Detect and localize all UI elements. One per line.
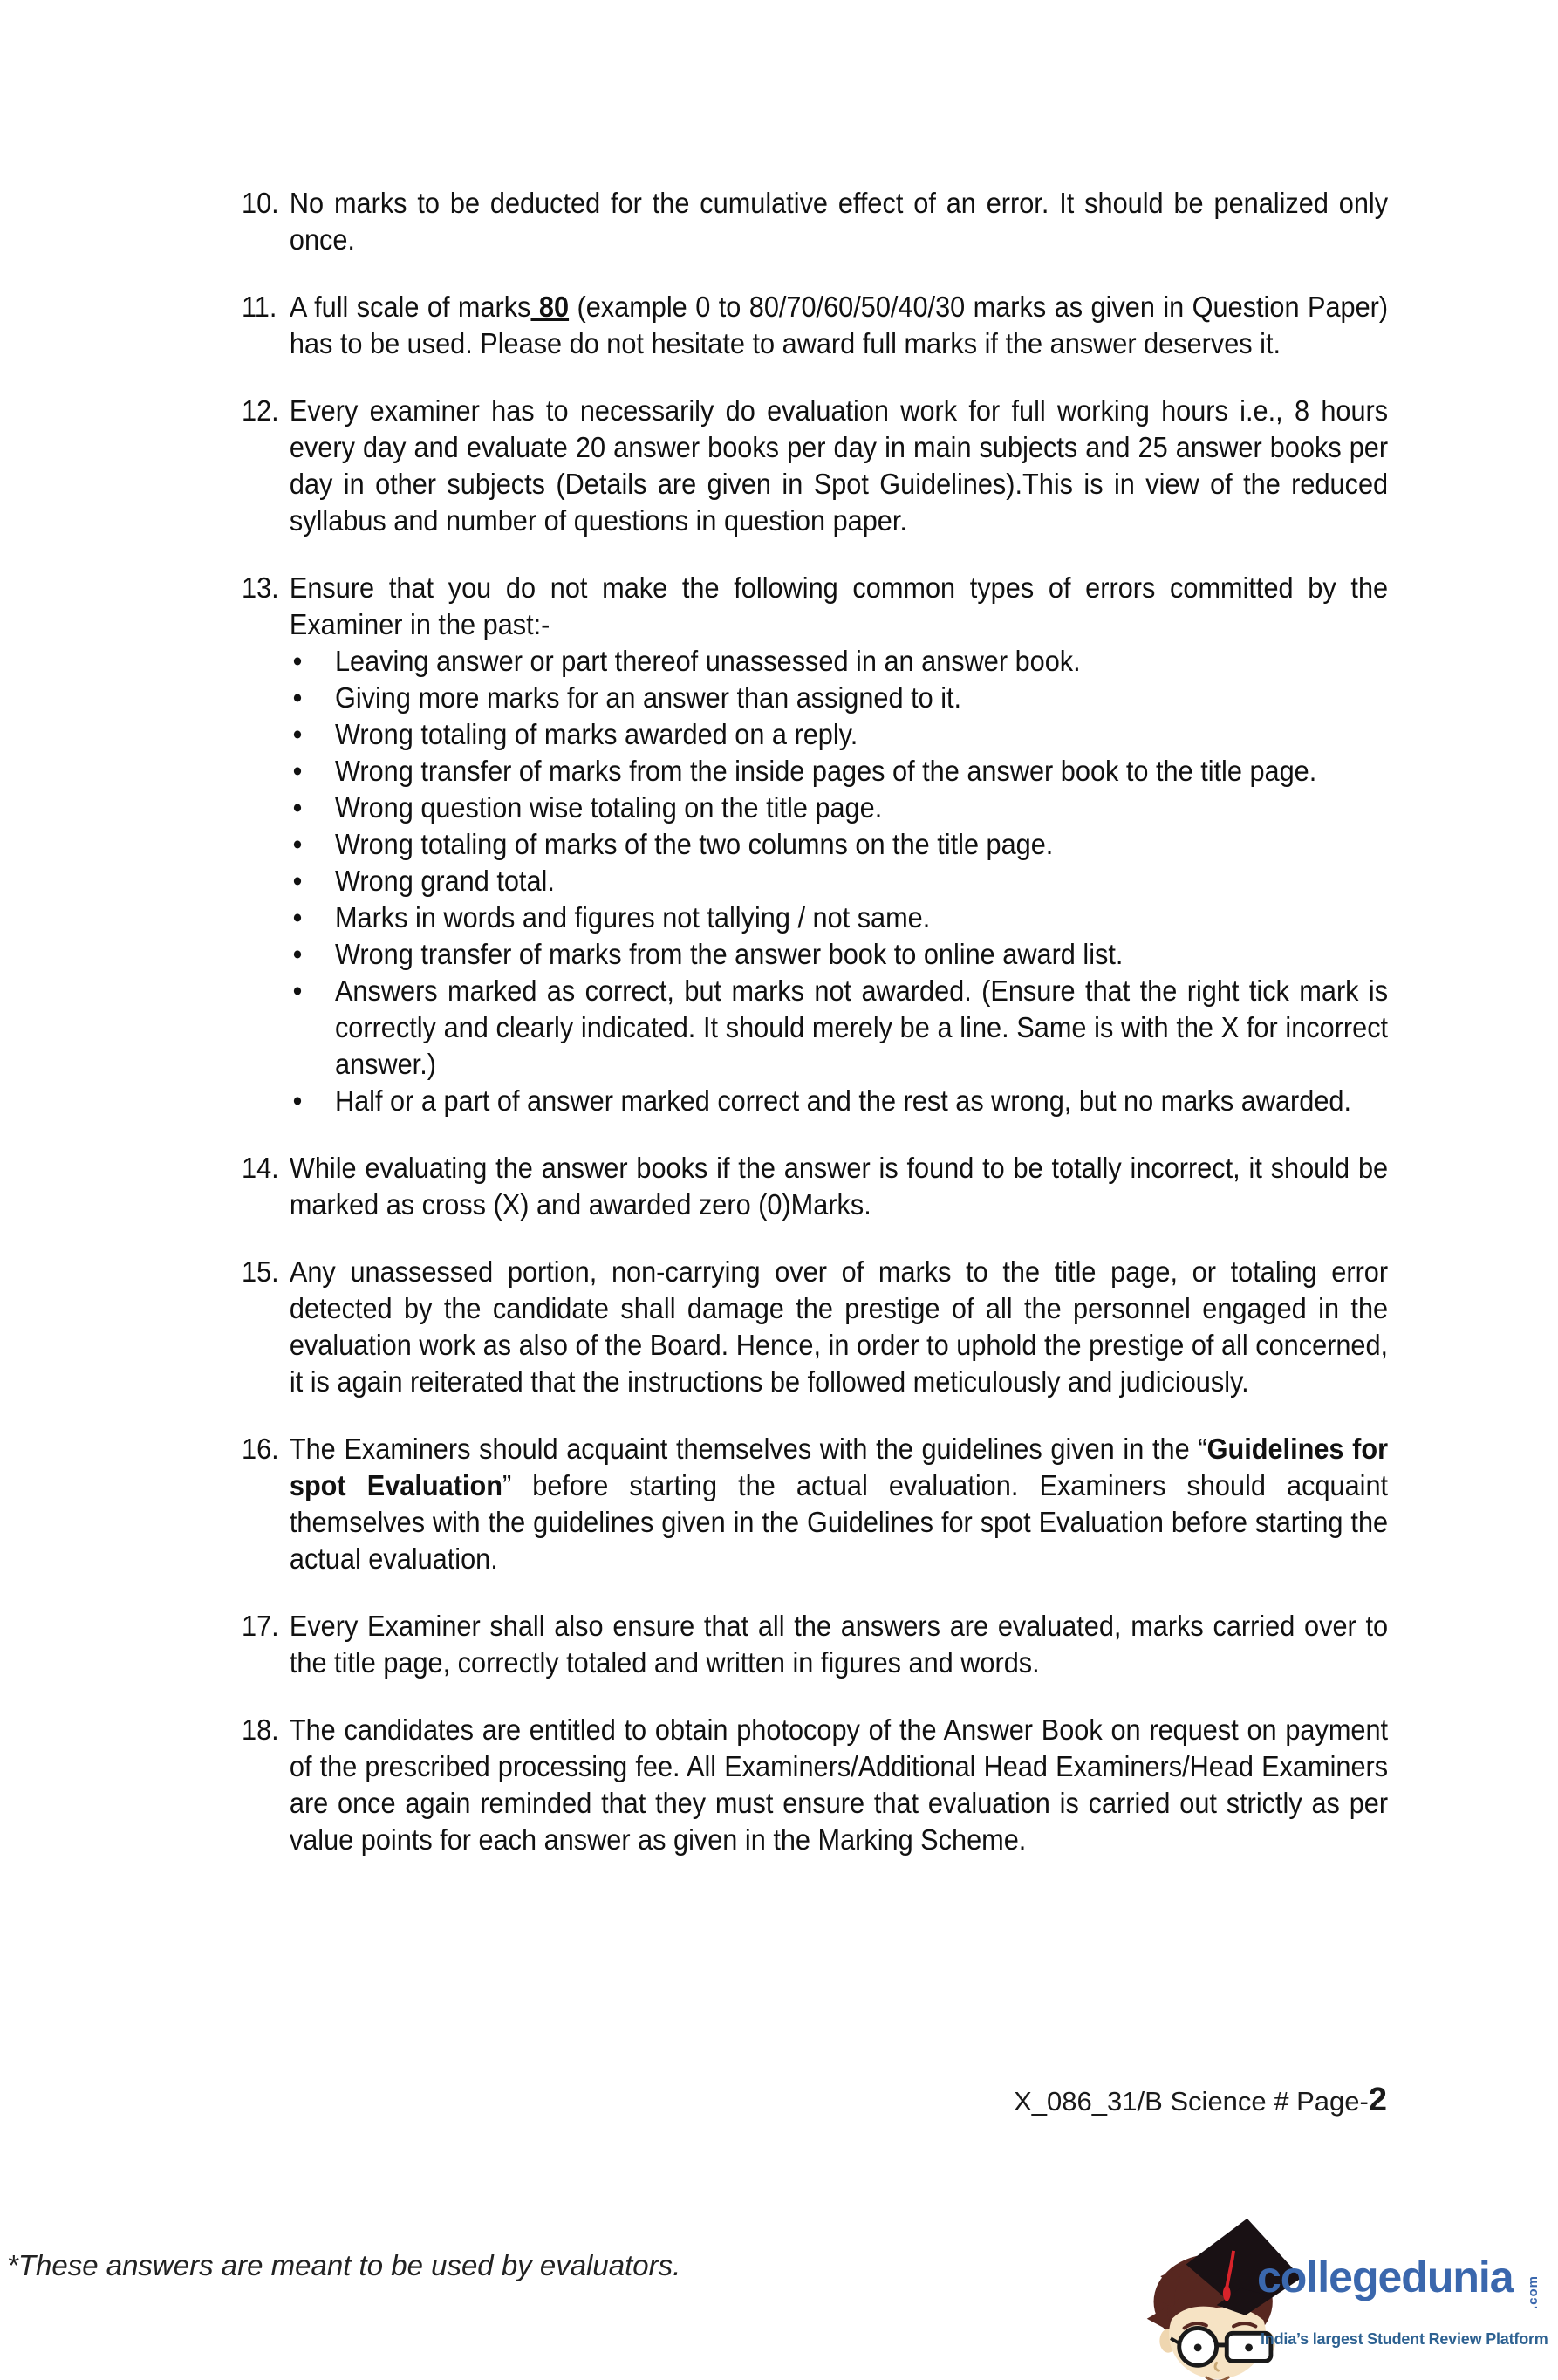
bullet-text: Half or a part of answer marked correct and the rest as wrong, but no marks awarded.	[334, 1084, 1352, 1117]
bullet-marker: •	[292, 975, 303, 1007]
bullet-text: Wrong grand total.	[334, 865, 555, 897]
item-text	[290, 1431, 1388, 1577]
bullet-text: Answers marked as correct, but marks not awarded. (Ensure that the right tick mark is correctly and clearly indicated. It should merely be a line. Same is with the X for incorrect answer.)	[334, 975, 1389, 1080]
paper-code: X_086_31/B Science # Page-	[1014, 2086, 1369, 2117]
item-text	[290, 1254, 1388, 1400]
bullet-item	[290, 936, 1388, 973]
item-text	[290, 1150, 1388, 1223]
item-text	[290, 393, 1388, 539]
item-number: 13.	[242, 571, 279, 604]
item-text-segment: The candidates are entitled to obtain photocopy of the Answer Book on request on payment of the prescribed processing fee. All Examiners/Additional Head Examiners/Head Examiners are once again reminded that they must ensure that evaluation is carried out strictly as per value points for each answer as given in the Marking Scheme.	[289, 1713, 1389, 1856]
bullet-item	[290, 643, 1388, 680]
bullet-item	[290, 753, 1388, 790]
list-item-14	[242, 1150, 1388, 1223]
collegedunia-logo	[1138, 2203, 1558, 2378]
bullet-marker: •	[292, 755, 303, 787]
bullet-marker: •	[292, 1084, 303, 1117]
error-bullet-list	[290, 643, 1388, 1119]
item-text-segment: The Examiners should acquaint themselves with the guidelines given in the “	[289, 1433, 1207, 1465]
list-item-11	[242, 289, 1388, 362]
item-number: 14.	[242, 1152, 279, 1184]
item-text	[290, 1608, 1388, 1681]
evaluator-footnote: *These answers are meant to be used by evaluators.	[7, 2249, 681, 2281]
item-number: 15.	[242, 1255, 279, 1288]
page-footer-reference	[1014, 2083, 1387, 2118]
bullet-marker: •	[292, 938, 303, 970]
list-item-15	[242, 1254, 1388, 1400]
item-text	[290, 570, 1388, 1119]
logo-wordmark: collegedunia	[1257, 2253, 1514, 2301]
item-text-segment: A full scale of marks	[289, 291, 531, 323]
item-number: 16.	[242, 1433, 279, 1465]
guidelines-bold-text: Guidelines for spot Evaluation	[289, 1433, 1389, 1501]
list-item-10	[242, 185, 1388, 258]
bullet-marker: •	[292, 865, 303, 897]
bullet-text: Giving more marks for an answer than assigned to it.	[334, 681, 962, 714]
bullet-marker: •	[292, 791, 303, 824]
item-number: 17.	[242, 1610, 279, 1642]
list-item-18	[242, 1712, 1388, 1858]
item-text-segment: Every Examiner shall also ensure that all the answers are evaluated, marks carried over to the title page, correctly totaled and written in figures and words.	[289, 1610, 1389, 1679]
bullet-marker: •	[292, 645, 303, 677]
list-item-17	[242, 1608, 1388, 1681]
list-item-12	[242, 393, 1388, 539]
bullet-item	[290, 826, 1388, 863]
item-text-segment: (example 0 to 80/70/60/50/40/30 marks as given in Question Paper) has to be used. Please do not hesitate to award full marks if the answer deserves it.	[289, 291, 1389, 359]
bullet-text: Wrong totaling of marks of the two columns on the title page.	[334, 828, 1054, 860]
item-number: 18.	[242, 1713, 279, 1746]
item-text-segment: While evaluating the answer books if the answer is found to be totally incorrect, it should be marked as cross (X) and awarded zero (0)Marks.	[289, 1152, 1389, 1221]
list-item-13	[242, 570, 1388, 1119]
bullet-marker: •	[292, 828, 303, 860]
bullet-text: Wrong transfer of marks from the answer book to online award list.	[334, 938, 1124, 970]
bullet-item	[290, 680, 1388, 716]
item-text-segment: Any unassessed portion, non-carrying over of marks to the title page, or totaling error detected by the candidate shall damage the prestige of all the personnel engaged in the evaluation work as also of the Board. Hence, in order to uphold the prestige of all concerned, it is again reiterated that the instructions be followed meticulously and judiciously.	[289, 1255, 1389, 1398]
bullet-item	[290, 716, 1388, 753]
bullet-marker: •	[292, 718, 303, 750]
item-text-segment: Ensure that you do not make the following common types of errors committed by the Examiner in the past:-	[289, 571, 1389, 640]
item-number: 12.	[242, 394, 279, 427]
bullet-text: Marks in words and figures not tallying / not same.	[334, 901, 931, 934]
item-text-segment: ” before starting the actual evaluation. Examiners should acquaint themselves with the guidelines given in the Guidelines for spot Evaluation before starting the actual evaluation.	[289, 1469, 1389, 1575]
bullet-text: Wrong question wise totaling on the title page.	[334, 791, 883, 824]
item-text	[290, 185, 1388, 258]
bullet-text: Wrong totaling of marks awarded on a reply.	[334, 718, 858, 750]
bullet-item	[290, 973, 1388, 1083]
bullet-item	[290, 1083, 1388, 1119]
page-number: 2	[1368, 2082, 1387, 2118]
marks-80-underlined: 80	[530, 291, 570, 323]
item-text-segment: No marks to be deducted for the cumulative effect of an error. It should be penalized only once.	[289, 187, 1389, 256]
bullet-marker: •	[292, 681, 303, 714]
bullet-item	[290, 790, 1388, 826]
item-text	[290, 289, 1388, 362]
document-body	[242, 185, 1388, 1889]
logo-tagline: India’s largest Student Review Platform	[1261, 2330, 1548, 2348]
list-item-16	[242, 1431, 1388, 1577]
item-text-segment: Every examiner has to necessarily do evaluation work for full working hours i.e., 8 hours every day and evaluate 20 answer books per day in main subjects and 25 answer books per day in other subjects (Details are given in Spot Guidelines).This is in view of the reduced syllabus and number of questions in question paper.	[289, 394, 1389, 537]
bullet-text: Leaving answer or part thereof unassessed in an answer book.	[334, 645, 1081, 677]
item-number: 10.	[242, 187, 279, 219]
item-number: 11.	[242, 291, 277, 323]
item-text	[290, 1712, 1388, 1858]
bullet-item	[290, 863, 1388, 899]
bullet-item	[290, 899, 1388, 936]
logo-tld: .com	[1526, 2274, 1541, 2309]
bullet-text: Wrong transfer of marks from the inside pages of the answer book to the title page.	[334, 755, 1317, 787]
bullet-marker: •	[292, 901, 303, 934]
